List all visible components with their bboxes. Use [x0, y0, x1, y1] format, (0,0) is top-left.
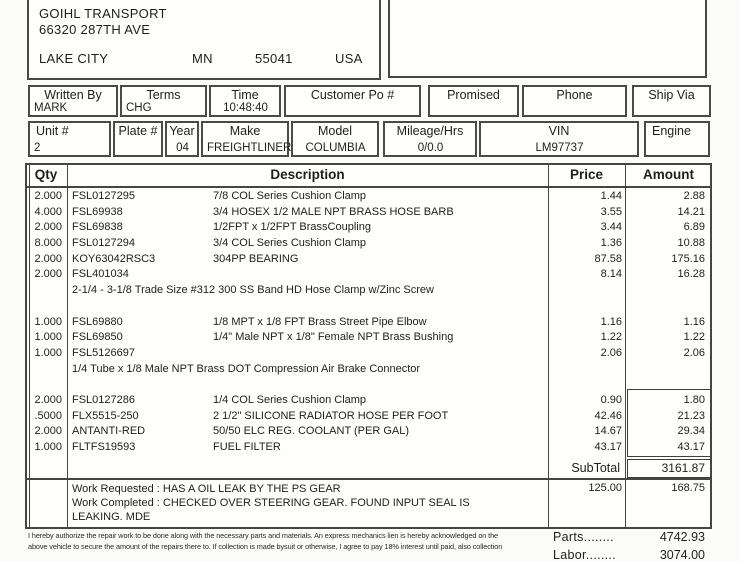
qty-cell: 1.000	[34, 346, 62, 359]
price-cell: 2.06	[600, 346, 622, 359]
shop-address-box	[27, 0, 381, 80]
field-label-model: Model	[317, 124, 353, 138]
qty-cell: 2.000	[34, 221, 62, 234]
part-number-cell: ANTANTI-RED	[72, 425, 146, 438]
field-box-vin	[479, 121, 639, 157]
amount-cell: 14.21	[677, 205, 705, 218]
field-box-promised	[428, 85, 519, 117]
qty-cell: 1.000	[34, 441, 62, 453]
qty-cell: 8.000	[34, 237, 62, 250]
part-number-cell: FSL69850	[72, 331, 123, 344]
description-note: 1/4 Tube x 1/8 Male NPT Brass DOT Compression Air Brake Connector	[72, 362, 421, 375]
field-value-unit: 2	[34, 142, 41, 154]
field-label-year: Year	[169, 124, 195, 138]
field-value-time: 10:48:40	[223, 102, 268, 114]
field-box-written-by	[28, 85, 118, 117]
field-label-make: Make	[229, 124, 261, 138]
field-value-terms: CHG	[126, 102, 152, 114]
parts-total-label: Parts........	[553, 530, 614, 544]
description-cell: 3/4 COL Series Cushion Clamp	[213, 237, 367, 250]
table-blank-row	[25, 377, 712, 393]
amount-cell: 29.34	[677, 425, 705, 438]
blank-header-box	[388, 0, 707, 78]
work-amount: 168.75	[671, 482, 705, 494]
description-cell: FUEL FILTER	[213, 441, 281, 453]
part-number-cell: FSL0127286	[72, 393, 135, 406]
field-label-phone: Phone	[556, 88, 593, 102]
field-value-vin: LM97737	[535, 142, 584, 154]
price-cell: 1.44	[600, 190, 622, 202]
field-box-customer-po	[284, 85, 421, 117]
description-cell: 304PP BEARING	[213, 252, 299, 265]
amount-cell: 43.17	[677, 441, 705, 453]
part-number-cell: FLTFS19593	[72, 441, 136, 453]
shop-country: USA	[335, 51, 363, 66]
price-cell: 43.17	[594, 441, 622, 453]
qty-cell: .5000	[34, 409, 62, 422]
description-cell: 2 1/2" SILICONE RADIATOR HOSE PER FOOT	[213, 409, 449, 422]
table-row	[25, 330, 712, 346]
field-label-engine: Engine	[652, 124, 691, 138]
shop-zip: 55041	[255, 51, 293, 66]
field-box-year	[165, 121, 199, 157]
col-header-amount: Amount	[643, 167, 694, 182]
shop-state: MN	[192, 51, 213, 66]
field-box-ship-via	[632, 85, 711, 117]
description-cell: 7/8 COL Series Cushion Clamp	[213, 190, 367, 202]
amount-cell: 175.16	[671, 252, 705, 265]
subtotal-value: 3161.87	[627, 459, 712, 478]
qty-cell: 2.000	[34, 252, 62, 265]
field-box-engine	[644, 121, 710, 157]
description-cell: 1/4" Male NPT x 1/8" Female NPT Brass Bushing	[213, 331, 454, 344]
table-row	[25, 220, 712, 236]
field-box-plate	[113, 121, 163, 157]
shop-street: 66320 287TH AVE	[39, 22, 151, 37]
field-label-plate: Plate #	[118, 124, 158, 138]
description-note: 2-1/4 - 3-1/8 Trade Size #312 300 SS Band HD Hose Clamp w/Zinc Screw	[72, 284, 434, 297]
table-row	[25, 189, 712, 205]
shop-name: GOIHL TRANSPORT	[39, 6, 167, 21]
table-note-row	[25, 283, 712, 299]
amount-cell: 1.80	[683, 393, 705, 406]
table-row	[25, 393, 712, 409]
qty-cell: 1.000	[34, 331, 62, 344]
table-row	[25, 346, 712, 362]
amount-cell: 2.88	[683, 190, 705, 202]
part-number-cell: FSL69838	[72, 221, 123, 234]
price-cell: 3.44	[600, 221, 622, 234]
description-cell: 1/2FPT x 1/2FPT BrassCoupling	[213, 221, 371, 234]
field-value-make: FREIGHTLINER	[207, 142, 292, 154]
part-number-cell: FSL5126697	[72, 346, 135, 359]
subtotal-label: SubTotal	[571, 461, 620, 475]
table-row	[25, 424, 712, 440]
parts-total-value: 4742.93	[659, 530, 705, 544]
price-cell: 14.67	[594, 425, 622, 438]
work-requested-line: Work Requested : HAS A OIL LEAK BY THE PS GEAR	[72, 483, 341, 495]
col-header-price: Price	[569, 167, 604, 182]
table-border-bottom	[25, 527, 712, 529]
amount-cell: 21.23	[677, 409, 705, 422]
labor-total-value: 3074.00	[659, 548, 705, 562]
work-completed-line-2: LEAKING. MDE	[72, 511, 151, 523]
price-cell: 1.22	[600, 331, 622, 344]
field-value-year: 04	[176, 142, 189, 154]
header-underline	[25, 186, 712, 188]
qty-cell: 2.000	[34, 425, 62, 438]
work-price: 125.00	[588, 482, 622, 494]
table-row	[25, 315, 712, 331]
part-number-cell: FSL401034	[72, 268, 129, 281]
qty-cell: 4.000	[34, 205, 62, 218]
legal-text-line2: above vehicle to secure the amount of the repairs there to. If collection is made bysuit or otherwise, I agree to pay 18% interest until paid, also collection	[28, 542, 503, 551]
price-cell: 1.16	[600, 315, 622, 328]
field-box-model	[291, 121, 379, 157]
part-number-cell: FSL0127294	[72, 237, 135, 250]
description-cell: 3/4 HOSEX 1/2 MALE NPT BRASS HOSE BARB	[213, 205, 454, 218]
part-number-cell: FSL0127295	[72, 190, 135, 202]
description-cell: 1/8 MPT x 1/8 FPT Brass Street Pipe Elbow	[213, 315, 427, 328]
field-value-model: COLUMBIA	[305, 142, 366, 154]
labor-total-label: Labor........	[553, 548, 616, 562]
qty-cell: 1.000	[34, 315, 62, 328]
field-label-time: Time	[231, 88, 259, 102]
field-box-phone	[522, 85, 627, 117]
part-number-cell: FLX5515-250	[72, 409, 139, 422]
field-label-unit: Unit #	[36, 124, 69, 138]
description-cell: 1/4 COL Series Cushion Clamp	[213, 393, 367, 406]
price-cell: 1.36	[600, 237, 622, 250]
qty-cell: 2.000	[34, 393, 62, 406]
field-box-mileage-hrs	[383, 121, 477, 157]
qty-cell: 2.000	[34, 190, 62, 202]
table-blank-row	[25, 299, 712, 315]
price-cell: 3.55	[600, 205, 622, 218]
table-note-row	[25, 362, 712, 378]
field-label-mileage-hrs: Mileage/Hrs	[396, 124, 464, 138]
amount-cell: 2.06	[683, 346, 705, 359]
table-row	[25, 236, 712, 252]
field-label-ship-via: Ship Via	[648, 88, 695, 102]
field-box-make	[201, 121, 292, 157]
price-cell: 87.58	[594, 252, 622, 265]
field-box-terms	[120, 85, 207, 117]
field-value-mileage-hrs: 0/0.0	[417, 142, 444, 154]
amount-group-box	[627, 389, 711, 457]
amount-cell: 6.89	[683, 221, 705, 234]
legal-text-line1: I hereby authorize the repair work to be done along with the necessary parts and materials. An express mechanics lien is hereby acknowledged on the	[28, 531, 499, 540]
field-label-vin: VIN	[548, 124, 570, 138]
part-number-cell: KOY63042RSC3	[72, 252, 156, 265]
price-cell: 0.90	[600, 393, 622, 406]
field-box-unit	[28, 121, 111, 157]
field-label-terms: Terms	[146, 88, 181, 102]
table-row	[25, 267, 712, 283]
shop-city: LAKE CITY	[39, 51, 109, 66]
amount-cell: 1.16	[683, 315, 705, 328]
part-number-cell: FSL69938	[72, 205, 123, 218]
field-box-time	[209, 85, 281, 117]
qty-cell: 2.000	[34, 268, 62, 281]
field-label-promised: Promised	[447, 88, 500, 102]
col-header-description: Description	[270, 167, 345, 182]
section-divider-line	[25, 478, 712, 480]
amount-cell: 10.88	[677, 237, 705, 250]
table-row	[25, 205, 712, 221]
field-value-written-by: MARK	[34, 102, 68, 114]
part-number-cell: FSL69880	[72, 315, 123, 328]
table-row	[25, 252, 712, 268]
table-row	[25, 440, 712, 456]
table-row	[25, 409, 712, 425]
price-cell: 42.46	[594, 409, 622, 422]
work-completed-line: Work Completed : CHECKED OVER STEERING GEAR. FOUND INPUT SEAL IS	[72, 497, 470, 509]
col-header-qty: Qty	[34, 167, 58, 182]
items-table	[25, 163, 712, 529]
field-label-customer-po: Customer Po #	[310, 88, 395, 102]
price-cell: 8.14	[600, 268, 622, 281]
item-rows	[25, 189, 712, 456]
amount-cell: 1.22	[683, 331, 705, 344]
field-label-written-by: Written By	[44, 88, 102, 102]
amount-cell: 16.28	[677, 268, 705, 281]
description-cell: 50/50 ELC REG. COOLANT (PER GAL)	[213, 425, 410, 438]
